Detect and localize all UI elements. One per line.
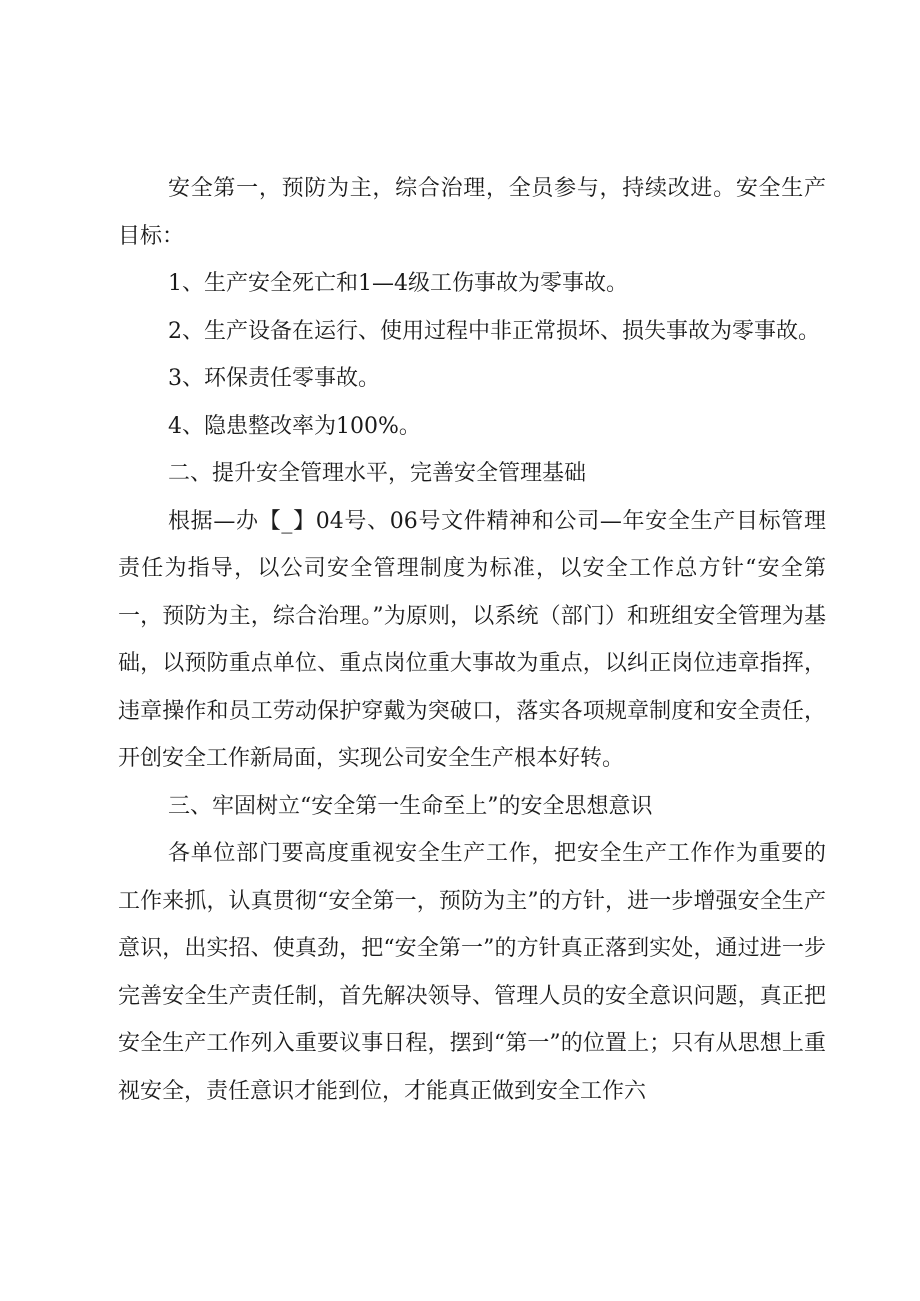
paragraph-goal-3: 3、环保责任零事故。 xyxy=(168,366,380,391)
paragraph-goal-1: 1、生产安全死亡和1—4级工伤事故为零事故。 xyxy=(168,271,628,296)
paragraph-section-3-body: 各单位部门要高度重视安全生产工作，把安全生产工作作为重要的工作来抓，认真贯彻“安全第一，预防为主”的方针，进一步增强安全生产意识，出实招、使真劲，把“安全第一”的方针真正落到实处，通过进一步完善安全生产责任制，首先解决领导、管理人员的安全意识问题，真正把安全生产工作列入重要议事日程，摆到“第一”的位置上；只有从思想上重视安全，责任意识才能到位，才能真正做到安全工作六 xyxy=(118,841,826,1104)
paragraph-goal-4: 4、隐患整改率为100%。 xyxy=(168,413,421,439)
paragraph-section-2-body: 根据—办【_】04号、06号文件精神和公司—年安全生产目标管理责任为指导，以公司安全管理制度为标准，以安全工作总方针“安全第一，预防为主，综合治理。”为原则，以系统（部门）和班组安全管理为基础，以预防重点单位、重点岗位重大事故为重点，以纠正岗位违章指挥，违章操作和员工劳动保护穿戴为突破口，落实各项规章制度和安全责任，开创安全工作新局面，实现公司安全生产根本好转。 xyxy=(118,508,826,771)
section-heading-2: 二、提升安全管理水平，完善安全管理基础 xyxy=(168,461,587,486)
paragraph-policy: 安全第一，预防为主，综合治理，全员参与，持续改进。安全生产目标： xyxy=(118,176,826,249)
section-heading-3: 三、牢固树立“安全第一生命至上”的安全思想意识 xyxy=(168,793,653,819)
document-body xyxy=(118,165,826,1115)
paragraph-goal-2: 2、生产设备在运行、使用过程中非正常损坏、损失事故为零事故。 xyxy=(168,318,820,344)
